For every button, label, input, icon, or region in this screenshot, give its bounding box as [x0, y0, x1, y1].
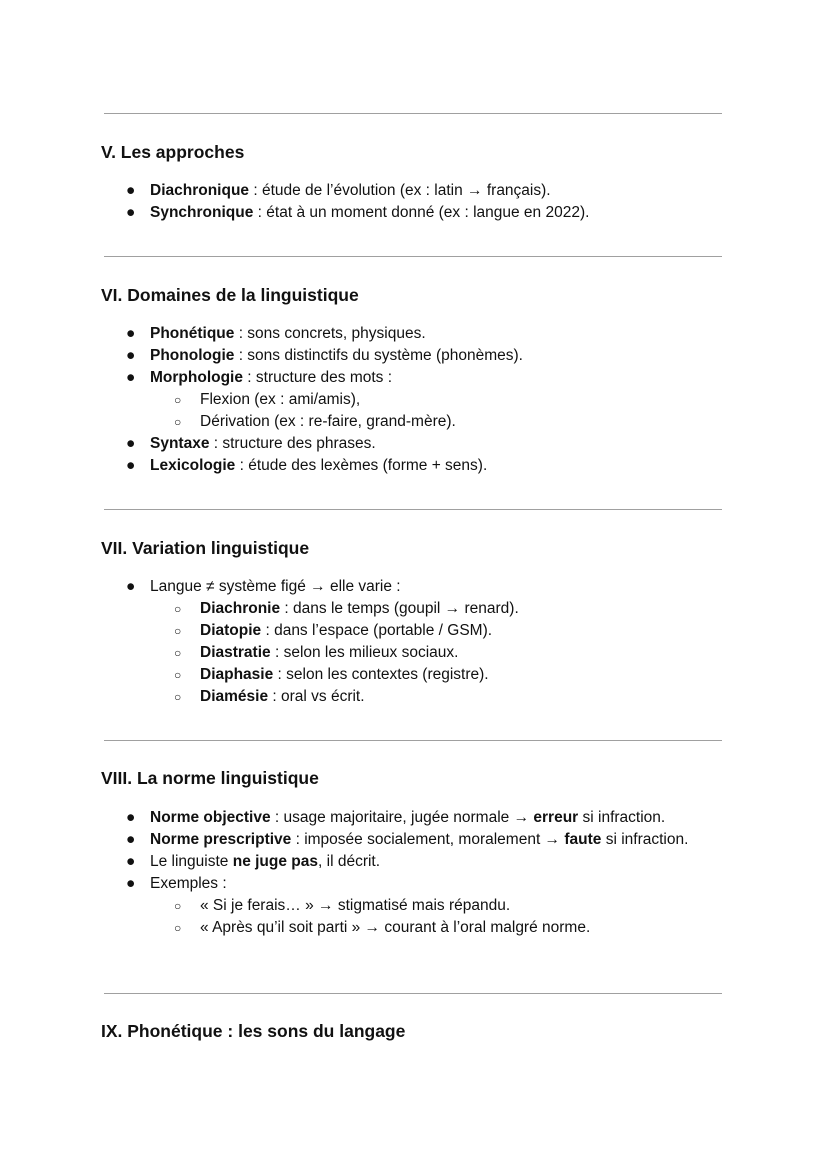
item-text: , il décrit. [318, 853, 381, 870]
bold-term: Diamésie [200, 688, 269, 705]
bold-term: Diachronie [200, 600, 281, 617]
bullet-icon: ● [126, 435, 136, 452]
item-text: : structure des phrases. [209, 435, 376, 452]
item-text: : usage majoritaire, jugée normale → [270, 809, 534, 826]
item-text: « Après qu’il soit parti » → courant à l’oral malgré norme. [200, 919, 591, 936]
item-text: Langue ≠ système figé → elle varie : [150, 578, 401, 595]
list-item [0, 389, 710, 411]
section-divider [104, 993, 722, 994]
list-item [0, 917, 710, 939]
bold-term: Diaphasie [200, 666, 274, 683]
bold-term: Phonologie [150, 347, 235, 364]
item-text: : selon les contextes (registre). [273, 666, 489, 683]
bold-term: Phonétique [150, 325, 235, 342]
bullet-icon: ● [126, 369, 136, 386]
item-text: : état à un moment donné (ex : langue en 2022). [253, 204, 590, 221]
bold-term: ne juge pas [232, 853, 319, 870]
bold-term: Diastratie [200, 644, 271, 661]
section-divider [104, 256, 722, 257]
item-text: Dérivation (ex : re-faire, grand-mère). [200, 413, 456, 430]
list-item [0, 345, 710, 367]
hollow-bullet-icon: ○ [174, 624, 182, 638]
bold-term: erreur [533, 809, 579, 826]
item-text: si infraction. [601, 831, 689, 848]
list-item [0, 895, 710, 917]
item-text: : imposée socialement, moralement → [291, 831, 565, 848]
list-item [0, 686, 710, 708]
hollow-bullet-icon: ○ [174, 393, 182, 407]
list-item [0, 851, 710, 873]
item-text: : dans le temps (goupil → renard). [280, 600, 519, 617]
bold-term: Diatopie [200, 622, 262, 639]
section-divider [104, 509, 722, 510]
bullet-list [0, 807, 710, 939]
section-divider [104, 740, 722, 741]
list-item [0, 664, 710, 686]
bullet-icon: ● [126, 204, 136, 221]
bold-term: Diachronique [150, 182, 250, 199]
list-item [0, 180, 710, 202]
section-heading: VIII. La norme linguistique [101, 768, 319, 788]
list-item [0, 873, 710, 895]
bullet-icon: ● [126, 875, 136, 892]
bullet-list [0, 323, 710, 477]
section-divider [104, 113, 722, 114]
bullet-icon: ● [126, 831, 136, 848]
bullet-icon: ● [126, 578, 136, 595]
bold-term: Norme objective [150, 809, 271, 826]
item-text: : étude des lexèmes (forme + sens). [235, 457, 488, 474]
bold-term: Morphologie [150, 369, 243, 386]
bullet-list [0, 180, 710, 224]
list-item [0, 642, 710, 664]
list-item [0, 829, 710, 851]
hollow-bullet-icon: ○ [174, 415, 182, 429]
hollow-bullet-icon: ○ [174, 646, 182, 660]
section-heading: IX. Phonétique : les sons du langage [101, 1021, 406, 1041]
bullet-icon: ● [126, 457, 136, 474]
item-text: « Si je ferais… » → stigmatisé mais répandu. [200, 897, 511, 914]
bold-term: Synchronique [150, 204, 254, 221]
list-item [0, 323, 710, 345]
list-item [0, 807, 710, 829]
item-text: : oral vs écrit. [268, 688, 365, 705]
item-text: : sons concrets, physiques. [234, 325, 426, 342]
bold-term: faute [564, 831, 602, 848]
bullet-icon: ● [126, 182, 136, 199]
bullet-icon: ● [126, 347, 136, 364]
section-heading: V. Les approches [101, 142, 245, 162]
list-item [0, 202, 710, 224]
item-text: : étude de l’évolution (ex : latin → français). [249, 182, 551, 199]
bold-term: Syntaxe [150, 435, 210, 452]
item-text: Flexion (ex : ami/amis), [200, 391, 361, 408]
item-text: Le linguiste [150, 853, 233, 870]
bullet-list [0, 576, 710, 708]
list-item [0, 576, 710, 598]
bold-term: Lexicologie [150, 457, 236, 474]
list-item [0, 455, 710, 477]
item-text: : selon les milieux sociaux. [270, 644, 459, 661]
item-text: Exemples : [150, 875, 227, 892]
bullet-icon: ● [126, 853, 136, 870]
list-item [0, 620, 710, 642]
hollow-bullet-icon: ○ [174, 602, 182, 616]
list-item [0, 433, 710, 455]
hollow-bullet-icon: ○ [174, 921, 182, 935]
item-text: : structure des mots : [243, 369, 393, 386]
list-item [0, 367, 710, 389]
section-heading: VII. Variation linguistique [101, 538, 310, 558]
list-item [0, 411, 710, 433]
bullet-icon: ● [126, 325, 136, 342]
hollow-bullet-icon: ○ [174, 668, 182, 682]
bold-term: Norme prescriptive [150, 831, 292, 848]
item-text: : dans l’espace (portable / GSM). [261, 622, 493, 639]
bullet-icon: ● [126, 809, 136, 826]
item-text: : sons distinctifs du système (phonèmes). [234, 347, 523, 364]
hollow-bullet-icon: ○ [174, 690, 182, 704]
section-heading: VI. Domaines de la linguistique [101, 285, 359, 305]
list-item [0, 598, 710, 620]
hollow-bullet-icon: ○ [174, 899, 182, 913]
item-text: si infraction. [578, 809, 666, 826]
